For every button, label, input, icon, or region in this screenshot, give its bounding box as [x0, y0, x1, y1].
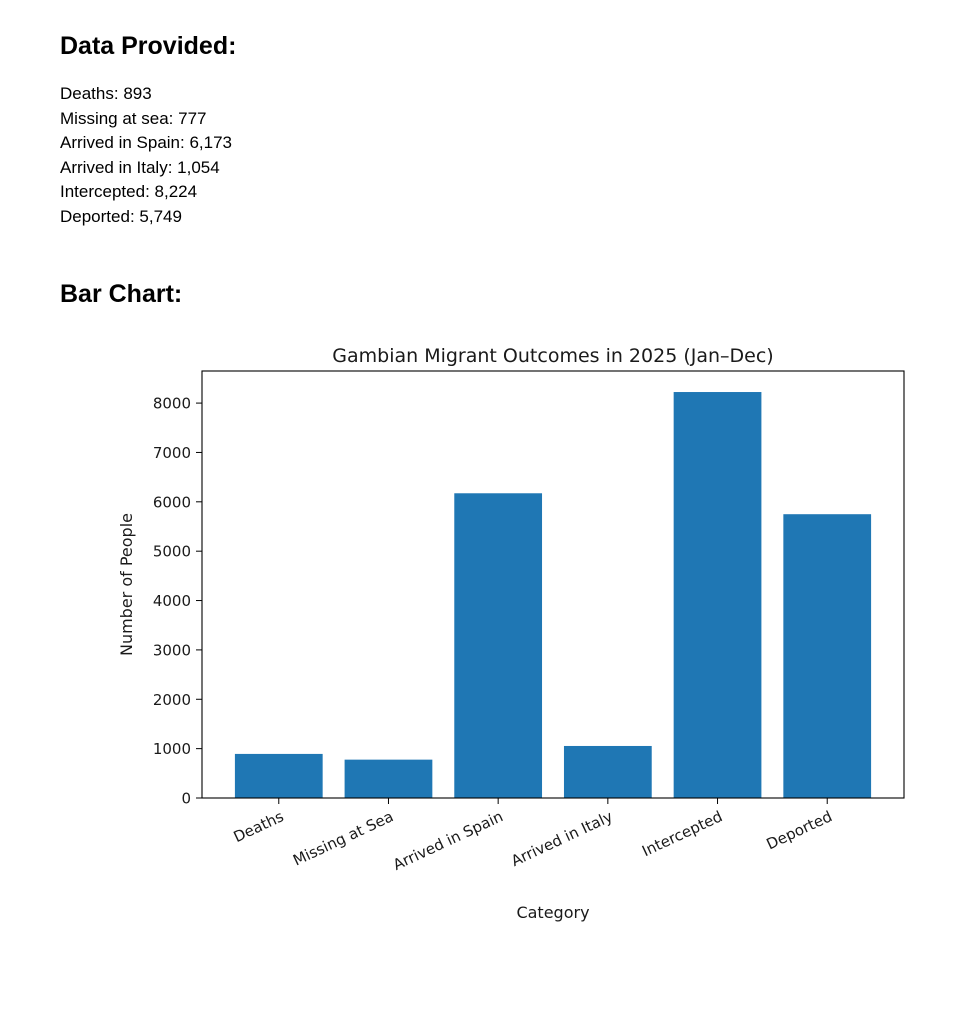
y-tick-label: 5000 — [152, 542, 191, 561]
bar — [783, 514, 871, 798]
data-item-value: 6,173 — [189, 133, 233, 153]
x-tick-label: Deaths — [230, 807, 287, 847]
bar-chart — [0, 330, 968, 940]
y-tick-label: 3000 — [152, 641, 191, 660]
y-tick-label: 2000 — [152, 690, 191, 709]
bar-chart-heading: Bar Chart: — [60, 280, 183, 308]
y-tick-label: 1000 — [152, 740, 191, 759]
data-item: Missing at sea: 777 — [60, 108, 207, 128]
data-list — [60, 82, 232, 230]
data-item-value: 5,749 — [139, 206, 182, 226]
data-item-value: 8,224 — [154, 182, 198, 202]
data-provided-heading: Data Provided: — [60, 32, 237, 60]
y-tick-label: 7000 — [152, 443, 191, 462]
x-tick-label: Arrived in Italy — [508, 807, 616, 871]
data-item-value: 1,054 — [177, 157, 220, 177]
bar — [235, 754, 323, 798]
data-item-value: 777 — [178, 108, 207, 128]
data-item-label: Deaths — [60, 84, 114, 103]
bar — [674, 392, 762, 798]
data-item-label: Arrived in Italy — [60, 157, 168, 177]
x-tick-label: Arrived in Spain — [390, 807, 506, 875]
x-tick-label: Intercepted — [639, 807, 726, 861]
x-tick-label: Deported — [763, 807, 835, 854]
bar — [564, 746, 652, 798]
y-tick-label: 0 — [181, 789, 191, 808]
y-tick-label: 4000 — [152, 592, 191, 611]
data-item-label: Arrived in Spain — [60, 133, 181, 153]
bar — [454, 493, 542, 798]
data-item: Arrived in Spain: 6,173 — [60, 133, 233, 153]
y-axis-label: Number of People — [117, 512, 136, 657]
bar — [345, 760, 433, 798]
y-axis-ticks — [153, 395, 202, 808]
data-item-value: 893 — [123, 84, 152, 103]
data-item-label: Intercepted — [60, 182, 146, 202]
data-item: Arrived in Italy: 1,054 — [60, 157, 220, 177]
data-item: Intercepted: 8,224 — [60, 182, 198, 202]
x-tick-label: Missing at Sea — [290, 807, 397, 870]
data-item: Deaths: 893 — [60, 84, 152, 103]
x-axis-ticks — [231, 798, 835, 874]
y-tick-label: 8000 — [152, 394, 191, 413]
x-axis-label: Category — [516, 903, 590, 922]
chart-title: Gambian Migrant Outcomes in 2025 (Jan–Dec) — [332, 345, 774, 367]
y-tick-label: 6000 — [152, 493, 191, 512]
bars-group — [235, 392, 871, 798]
data-item-label: Missing at sea — [60, 108, 169, 128]
data-item-label: Deported — [60, 206, 130, 226]
data-item: Deported: 5,749 — [60, 206, 182, 226]
